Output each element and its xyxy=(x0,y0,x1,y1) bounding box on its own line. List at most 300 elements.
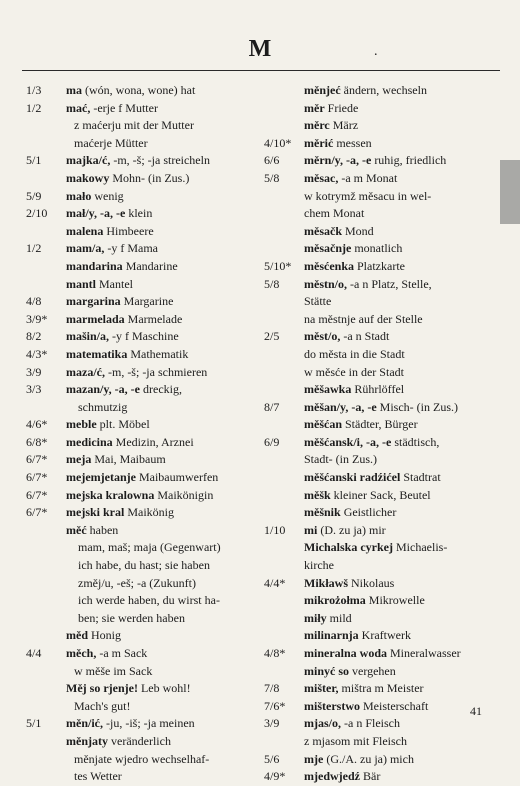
headword: Měj so rjenje! xyxy=(66,681,138,696)
entry-row xyxy=(26,733,264,751)
entry-text xyxy=(304,733,407,751)
entry-row xyxy=(26,311,264,329)
definition: ben; sie werden haben xyxy=(78,610,185,625)
definition: tes Wetter xyxy=(74,769,122,784)
entry-row xyxy=(264,381,498,399)
definition: (G./A. zu ja) mich xyxy=(323,751,414,766)
headword: mandarina xyxy=(66,258,123,273)
entry-row xyxy=(26,592,264,610)
definition: März xyxy=(329,118,359,133)
definition: w měsće in der Stadt xyxy=(304,364,404,379)
lesson-ref: 5/10* xyxy=(264,258,292,273)
entry-row xyxy=(264,188,498,206)
lesson-ref: 5/1 xyxy=(26,153,42,168)
headword: měn/ić, xyxy=(66,716,103,731)
entry-row xyxy=(264,170,498,188)
entry-text xyxy=(304,170,397,188)
entry-row xyxy=(26,135,264,153)
definition: Michaelis- xyxy=(393,540,448,555)
headword: měsćenka xyxy=(304,258,354,273)
entry-row xyxy=(26,152,264,170)
definition: Mandarine xyxy=(122,258,178,273)
headword: Michalska cyrkej xyxy=(304,540,393,555)
entry-row xyxy=(26,223,264,241)
headword: měsac, xyxy=(304,170,339,185)
entry-row xyxy=(264,434,498,452)
definition: Stätte xyxy=(304,294,332,309)
entry-text xyxy=(78,592,220,610)
entry-text xyxy=(66,733,171,751)
definition: Mai, Maibaum xyxy=(91,452,166,467)
lesson-ref: 6/7* xyxy=(26,470,48,485)
entry-text xyxy=(66,152,210,170)
entry-text xyxy=(304,416,418,434)
entry-row xyxy=(264,487,498,505)
entry-text xyxy=(304,487,431,505)
entry-text xyxy=(304,205,364,223)
lesson-ref: 3/9 xyxy=(264,716,280,731)
definition: z maćerju mit der Mutter xyxy=(74,118,194,133)
lesson-ref: 5/9 xyxy=(26,188,42,203)
entry-text xyxy=(304,663,396,681)
definition: haben xyxy=(86,522,119,537)
entry-row xyxy=(26,276,264,294)
entry-text xyxy=(304,610,352,628)
definition: wenig xyxy=(91,188,124,203)
header-rule xyxy=(22,70,500,71)
entry-text xyxy=(66,328,179,346)
headword: měrc xyxy=(304,118,330,133)
definition: mild xyxy=(326,610,352,625)
definition: Mohn- (in Zus.) xyxy=(109,170,190,185)
entry-text xyxy=(304,381,404,399)
entry-row xyxy=(264,610,498,628)
entry-text xyxy=(66,680,191,698)
left-column xyxy=(26,82,264,786)
definition: chem Monat xyxy=(304,206,365,221)
definition: -m, -š; -ja schmieren xyxy=(104,364,208,379)
entry-row xyxy=(26,451,264,469)
entry-text xyxy=(66,205,152,223)
definition: Platzkarte xyxy=(354,258,405,273)
headword: mazan/y, -a, -e xyxy=(66,382,140,397)
headword: makowy xyxy=(66,170,110,185)
entry-text xyxy=(66,82,195,100)
definition: (D. zu ja) mir xyxy=(317,522,386,537)
headword: mišter, xyxy=(304,681,339,696)
entry-row xyxy=(264,715,498,733)
entry-row xyxy=(264,733,498,751)
headword: mjas/o, xyxy=(304,716,341,731)
right-column xyxy=(264,82,498,786)
definition: Stadtrat xyxy=(400,470,441,485)
lesson-ref: 5/6 xyxy=(264,751,280,766)
definition: ruhig, friedlich xyxy=(371,153,447,168)
entry-text xyxy=(66,100,158,118)
lesson-ref: 1/2 xyxy=(26,100,42,115)
entry-row xyxy=(264,504,498,522)
entry-text xyxy=(66,627,121,645)
page-number: 41 xyxy=(470,704,482,718)
entry-text xyxy=(66,311,182,329)
definition: maćerje Mütter xyxy=(74,135,148,150)
definition: Mikrowelle xyxy=(365,593,425,608)
lesson-ref: 8/7 xyxy=(264,399,280,414)
lesson-ref: 1/3 xyxy=(26,83,42,97)
entry-text xyxy=(304,698,428,716)
definition: kleiner Sack, Beutel xyxy=(330,487,431,502)
definition: Maibaumwerfen xyxy=(135,470,219,485)
headword: měnjeć xyxy=(304,83,341,97)
entry-text xyxy=(304,469,441,487)
entry-text xyxy=(304,715,400,733)
entry-text xyxy=(78,575,196,593)
entry-text xyxy=(66,504,174,522)
definition: kirche xyxy=(304,558,334,573)
entry-text xyxy=(304,258,405,276)
entry-text xyxy=(66,487,213,505)
definition: monatlich xyxy=(351,241,403,256)
headword: mać, xyxy=(66,100,91,115)
definition: Rührlöffel xyxy=(351,382,405,397)
lesson-ref: 2/5 xyxy=(264,329,280,344)
headword: marmelada xyxy=(66,311,125,326)
lesson-ref: 6/7* xyxy=(26,452,48,467)
entry-text xyxy=(78,610,185,628)
entry-row xyxy=(264,663,498,681)
entry-text xyxy=(304,152,446,170)
lesson-ref: 7/8 xyxy=(264,681,280,696)
headword: margarina xyxy=(66,294,121,309)
lesson-ref: 3/9* xyxy=(26,311,48,326)
entry-row xyxy=(26,240,264,258)
entry-row xyxy=(264,768,498,786)
headword: mał/y, -a, -e xyxy=(66,206,126,221)
definition: Himbeere xyxy=(103,223,154,238)
headword: majka/ć, xyxy=(66,153,111,168)
entry-text xyxy=(66,170,189,188)
entry-row xyxy=(264,258,498,276)
entry-row xyxy=(26,82,264,100)
definition: -m, -š; -ja streicheln xyxy=(110,153,210,168)
definition: Mathematik xyxy=(127,346,189,361)
lesson-ref: 4/6* xyxy=(26,417,48,432)
headword: mejski kral xyxy=(66,505,125,520)
definition: Mach's gut! xyxy=(74,698,131,713)
headword: měrić xyxy=(304,135,334,150)
definition: -a n Stadt xyxy=(340,329,390,344)
entry-text xyxy=(304,451,377,469)
definition: měnjate wjedro wechselhaf- xyxy=(74,751,210,766)
headword: měrn/y, -a, -e xyxy=(304,153,372,168)
entry-row xyxy=(26,504,264,522)
headword: měšćanski radźićel xyxy=(304,470,401,485)
definition: dreckig, xyxy=(140,382,182,397)
lesson-ref: 6/9 xyxy=(264,434,280,449)
lesson-ref: 4/8* xyxy=(264,646,286,660)
header-dot: . xyxy=(374,44,378,59)
entry-text xyxy=(66,451,166,469)
entry-row xyxy=(26,539,264,557)
entry-text xyxy=(304,117,358,135)
entry-row xyxy=(26,434,264,452)
entry-row xyxy=(26,751,264,769)
lesson-ref: 7/6* xyxy=(264,698,286,713)
lesson-ref: 6/6 xyxy=(264,153,280,168)
entry-text xyxy=(66,258,178,276)
definition: w kotrymž měsacu in wel- xyxy=(304,188,432,203)
entry-text xyxy=(304,751,414,769)
entry-row xyxy=(26,575,264,593)
definition: -ju, -iš; -ja meinen xyxy=(103,716,195,731)
entry-text xyxy=(304,399,458,417)
entry-text xyxy=(66,346,188,364)
entry-text xyxy=(66,715,195,733)
entry-row xyxy=(26,663,264,681)
definition: Medizin, Arznei xyxy=(112,434,194,449)
definition: -a n Platz, Stelle, xyxy=(347,276,432,291)
entry-text xyxy=(304,434,439,452)
definition: -a m Monat xyxy=(338,170,398,185)
entry-text xyxy=(304,364,404,382)
entry-row xyxy=(264,311,498,329)
lesson-ref: 6/7* xyxy=(26,487,48,502)
definition: Leb wohl! xyxy=(137,681,191,696)
headword: miły xyxy=(304,610,327,625)
definition: na městnje auf der Stelle xyxy=(304,311,423,326)
lesson-ref: 3/3 xyxy=(26,382,42,397)
headword: mantl xyxy=(66,276,96,291)
entry-text xyxy=(304,293,331,311)
entry-row xyxy=(264,469,498,487)
headword: mi xyxy=(304,522,318,537)
entry-row xyxy=(26,680,264,698)
definition: Friede xyxy=(324,100,359,115)
definition: mištra m Meister xyxy=(338,681,424,696)
entry-row xyxy=(26,698,264,716)
headword: měšk xyxy=(304,487,331,502)
entry-row xyxy=(26,205,264,223)
entry-row xyxy=(26,627,264,645)
headword: mejemjetanje xyxy=(66,470,136,485)
headword: medicina xyxy=(66,434,113,449)
headword: měnjaty xyxy=(66,733,108,748)
headword: měšnik xyxy=(304,505,341,520)
entry-text xyxy=(74,135,148,153)
definition: ändern, wechseln xyxy=(340,83,427,97)
lesson-ref: 1/2 xyxy=(26,241,42,256)
entry-row xyxy=(264,100,498,118)
entry-row xyxy=(264,627,498,645)
lesson-ref: 6/8* xyxy=(26,434,48,449)
entry-row xyxy=(264,592,498,610)
entry-text xyxy=(304,575,394,593)
headword: maza/ć, xyxy=(66,364,105,379)
entry-row xyxy=(26,328,264,346)
entry-row xyxy=(26,487,264,505)
lesson-ref: 8/2 xyxy=(26,329,42,344)
definition: Misch- (in Zus.) xyxy=(376,399,458,414)
entry-row xyxy=(264,680,498,698)
entry-row xyxy=(264,698,498,716)
entry-row xyxy=(264,522,498,540)
entry-text xyxy=(74,698,130,716)
definition: Margarine xyxy=(120,294,174,309)
headword: měr xyxy=(304,100,325,115)
entry-text xyxy=(304,539,447,557)
lesson-ref: 4/10* xyxy=(264,135,292,150)
entry-row xyxy=(264,117,498,135)
definition: Kraftwerk xyxy=(358,628,411,643)
entry-row xyxy=(264,364,498,382)
headword: Mikławš xyxy=(304,575,349,590)
entry-text xyxy=(304,82,427,100)
headword: měst/o, xyxy=(304,329,341,344)
definition: -a m Sack xyxy=(96,646,148,660)
definition: Maikönigin xyxy=(154,487,214,502)
headword: měsačk xyxy=(304,223,342,238)
headword: mejska kralowna xyxy=(66,487,155,502)
entry-text xyxy=(304,328,389,346)
entry-row xyxy=(264,240,498,258)
definition: -y f Mama xyxy=(104,241,158,256)
definition: Stadt- (in Zus.) xyxy=(304,452,377,467)
definition: plt. Möbel xyxy=(96,417,150,432)
entry-row xyxy=(264,293,498,311)
entry-row xyxy=(264,205,498,223)
thumb-index-tab xyxy=(500,160,520,224)
headword: malena xyxy=(66,223,104,238)
entry-row xyxy=(26,293,264,311)
entry-text xyxy=(304,188,431,206)
entry-text xyxy=(304,645,461,663)
definition: ich habe, du hast; sie haben xyxy=(78,558,210,573)
entry-text xyxy=(66,522,118,540)
definition: -y f Maschine xyxy=(109,329,179,344)
entry-text xyxy=(304,557,334,575)
entry-text xyxy=(66,240,158,258)
entry-row xyxy=(264,557,498,575)
lesson-ref: 5/1 xyxy=(26,716,42,731)
entry-text xyxy=(78,557,210,575)
section-letter: M xyxy=(248,36,272,62)
lesson-ref: 4/3* xyxy=(26,346,48,361)
definition: Geistlicher xyxy=(340,505,397,520)
headword: milinarnja xyxy=(304,628,359,643)
lesson-ref: 5/8 xyxy=(264,170,280,185)
entry-text xyxy=(66,223,154,241)
headword: měšan/y, -a, -e xyxy=(304,399,377,414)
definition: -a n Fleisch xyxy=(341,716,400,731)
definition: Bär xyxy=(359,769,381,784)
definition: -erje f Mutter xyxy=(90,100,158,115)
definition: ich werde haben, du wirst ha- xyxy=(78,593,220,608)
headword: meja xyxy=(66,452,92,467)
lesson-ref: 1/10 xyxy=(264,522,286,537)
entry-row xyxy=(26,258,264,276)
headword: měch, xyxy=(66,646,97,660)
entry-text xyxy=(304,311,423,329)
entry-row xyxy=(264,645,498,663)
lesson-ref: 4/4 xyxy=(26,646,42,660)
entry-row xyxy=(264,346,498,364)
definition: vergehen xyxy=(349,663,396,678)
entry-text xyxy=(74,663,152,681)
entry-text xyxy=(304,135,372,153)
entry-row xyxy=(264,399,498,417)
headword: mam/a, xyxy=(66,241,105,256)
lesson-ref: 6/7* xyxy=(26,505,48,520)
entry-text xyxy=(304,680,424,698)
headword: minyć so xyxy=(304,663,349,678)
entry-text xyxy=(78,539,221,557)
entry-text xyxy=(66,469,218,487)
definition: změj/u, -eš; -a (Zukunft) xyxy=(78,575,196,590)
entry-row xyxy=(26,399,264,417)
headword: ma xyxy=(66,83,82,97)
definition: schmutzig xyxy=(78,399,128,414)
entry-row xyxy=(26,645,264,663)
entry-text xyxy=(74,751,209,769)
entry-row xyxy=(264,416,498,434)
definition: Mineralwasser xyxy=(387,646,461,660)
entry-text xyxy=(66,276,133,294)
headword: měć xyxy=(66,522,87,537)
headword: mało xyxy=(66,188,92,203)
headword: měd xyxy=(66,628,88,643)
entry-row xyxy=(26,610,264,628)
headword: měsačnje xyxy=(304,241,352,256)
entry-row xyxy=(26,469,264,487)
definition: Nikolaus xyxy=(348,575,395,590)
headword: městn/o, xyxy=(304,276,347,291)
entry-text xyxy=(304,592,425,610)
entry-row xyxy=(26,381,264,399)
entry-row xyxy=(264,135,498,153)
definition: städtisch, xyxy=(391,434,440,449)
lesson-ref: 2/10 xyxy=(26,206,48,221)
entry-row xyxy=(26,346,264,364)
definition: w měše im Sack xyxy=(74,663,153,678)
headword: mikrożołma xyxy=(304,593,366,608)
headword: mišterstwo xyxy=(304,698,360,713)
entry-row xyxy=(26,188,264,206)
definition: veränderlich xyxy=(108,733,171,748)
headword: mineralna woda xyxy=(304,646,388,660)
entry-row xyxy=(26,117,264,135)
entry-text xyxy=(304,522,386,540)
entry-text xyxy=(66,645,147,663)
entry-text xyxy=(78,399,127,417)
entry-row xyxy=(264,451,498,469)
entry-row xyxy=(26,768,264,786)
entry-text xyxy=(66,293,173,311)
headword: matematika xyxy=(66,346,128,361)
entry-row xyxy=(264,276,498,294)
entry-text xyxy=(304,100,358,118)
entry-text xyxy=(66,416,150,434)
headword: mjedwjedź xyxy=(304,769,360,784)
headword: měšćansk/i, -a, -e xyxy=(304,434,392,449)
lesson-ref: 3/9 xyxy=(26,364,42,379)
entry-text xyxy=(66,364,207,382)
entry-text xyxy=(304,504,396,522)
definition: Städter, Bürger xyxy=(342,417,418,432)
entry-row xyxy=(26,170,264,188)
entry-text xyxy=(74,117,194,135)
definition: Mond xyxy=(342,223,374,238)
entry-text xyxy=(66,381,182,399)
